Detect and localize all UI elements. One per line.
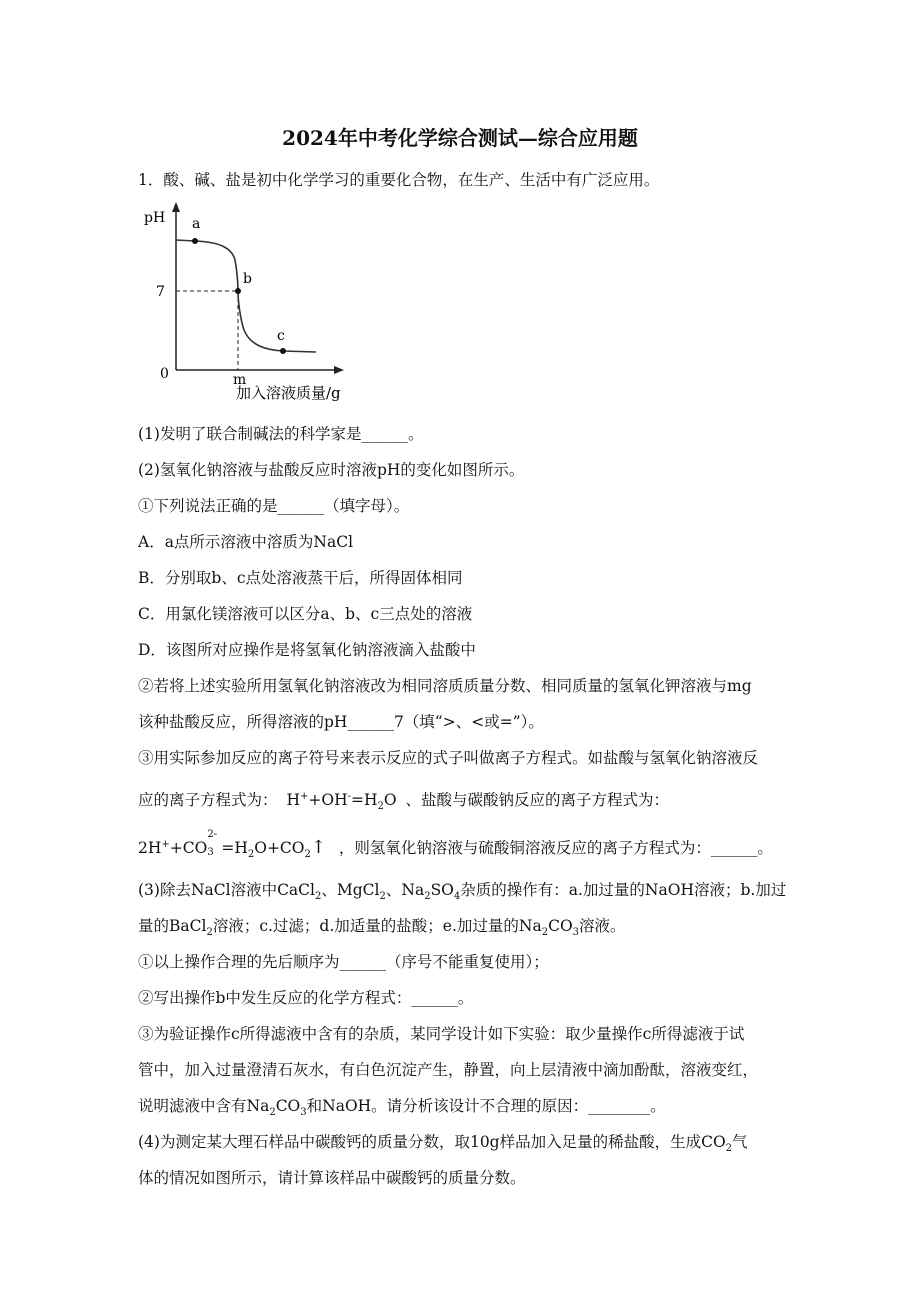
point-b-label: b bbox=[243, 271, 252, 287]
part-3-line1: (3)除去NaCl溶液中CaCl$_2$、MgCl$_2$、$Na_2SO_4$杂质的操作有：a.加过量的NaOH溶液；b.加过 bbox=[138, 881, 787, 903]
x-tick-m: m bbox=[233, 372, 247, 388]
text: 、盐酸与碳酸钠反应的离子方程式为： bbox=[405, 791, 670, 809]
part-3-2: ②写出操作b中发生反应的化学方程式：______。 bbox=[138, 989, 474, 1007]
x-axis-arrow bbox=[334, 366, 344, 374]
equation-neutralization: $H^++OH^-=H_2O$ bbox=[286, 790, 397, 813]
y-axis-arrow bbox=[172, 202, 180, 212]
part-4-line2: 体的情况如图所示，请计算该样品中碳酸钙的质量分数。 bbox=[138, 1169, 526, 1187]
equation-carbonate: 2H++CO 2- 3 $=H_2O+CO_2↑$ bbox=[138, 829, 326, 861]
point-c bbox=[280, 348, 286, 354]
part-2: (2)氢氧化钠溶液与盐酸反应时溶液pH的变化如图所示。 bbox=[138, 461, 525, 479]
ph-curve bbox=[176, 240, 316, 352]
part-2-3-line2 bbox=[138, 790, 670, 813]
y-tick-7: 7 bbox=[156, 284, 165, 300]
part-2-3-line3 bbox=[138, 829, 773, 861]
part-3-3-line3: 说明滤液中含有$Na_2CO_3$和NaOH。请分析该设计不合理的原因：________。 bbox=[138, 1097, 666, 1119]
part-4-line1: (4)为测定某大理石样品中碳酸钙的质量分数，取10g样品加入足量的稀盐酸，生成$CO_2$气 bbox=[138, 1133, 748, 1155]
part-1: (1)发明了联合制碱法的科学家是______。 bbox=[138, 425, 424, 443]
point-a bbox=[192, 238, 198, 244]
text: 应的离子方程式为： bbox=[138, 791, 278, 809]
point-b bbox=[235, 288, 241, 294]
option-d: D．该图所对应操作是将氢氧化钠溶液滴入盐酸中 bbox=[138, 641, 476, 659]
part-3-3-line1: ③为验证操作c所得滤液中含有的杂质，某同学设计如下实验：取少量操作c所得滤液于试 bbox=[138, 1025, 745, 1043]
option-b: B．分别取b、c点处溶液蒸干后，所得固体相同 bbox=[138, 569, 463, 587]
part-3-3-line2: 管中，加入过量澄清石灰水，有白色沉淀产生，静置，向上层清液中滴加酚酞，溶液变红， bbox=[138, 1061, 759, 1079]
question-1-intro: 1．酸、碱、盐是初中化学学习的重要化合物，在生产、生活中有广泛应用。 bbox=[138, 171, 660, 189]
part-2-2-line2: 该种盐酸反应，所得溶液的pH______7（填“>、<或=”）。 bbox=[138, 713, 544, 731]
part-2-3-line1: ③用实际参加反应的离子符号来表示反应的式子叫做离子方程式。如盐酸与氢氧化钠溶液反 bbox=[138, 749, 759, 767]
x-axis-label: 加入溶液质量/g bbox=[236, 384, 341, 402]
option-a: A．a点所示溶液中溶质为NaCl bbox=[138, 533, 354, 551]
option-c: C．用氯化镁溶液可以区分a、b、c三点处的溶液 bbox=[138, 605, 473, 623]
point-c-label: c bbox=[277, 328, 285, 344]
part-3-1: ①以上操作合理的先后顺序为______（序号不能重复使用）； bbox=[138, 953, 549, 971]
part-2-1: ①下列说法正确的是______（填字母）。 bbox=[138, 497, 410, 515]
point-a-label: a bbox=[192, 216, 201, 232]
part-3-line2: 量的BaCl$_2$溶液；c.过滤；d.加适量的盐酸；e.加过量的$Na_2CO_3$溶液。 bbox=[138, 917, 626, 939]
y-axis-label: pH bbox=[144, 210, 166, 226]
page-title: 2024年中考化学综合测试—综合应用题 bbox=[282, 126, 638, 150]
origin-label: 0 bbox=[160, 366, 169, 382]
ph-chart bbox=[140, 200, 370, 410]
text: ，则氢氧化钠溶液与硫酸铜溶液反应的离子方程式为：______。 bbox=[338, 839, 773, 857]
part-2-2-line1: ②若将上述实验所用氢氧化钠溶液改为相同溶质质量分数、相同质量的氢氧化钾溶液与mg bbox=[138, 677, 752, 695]
